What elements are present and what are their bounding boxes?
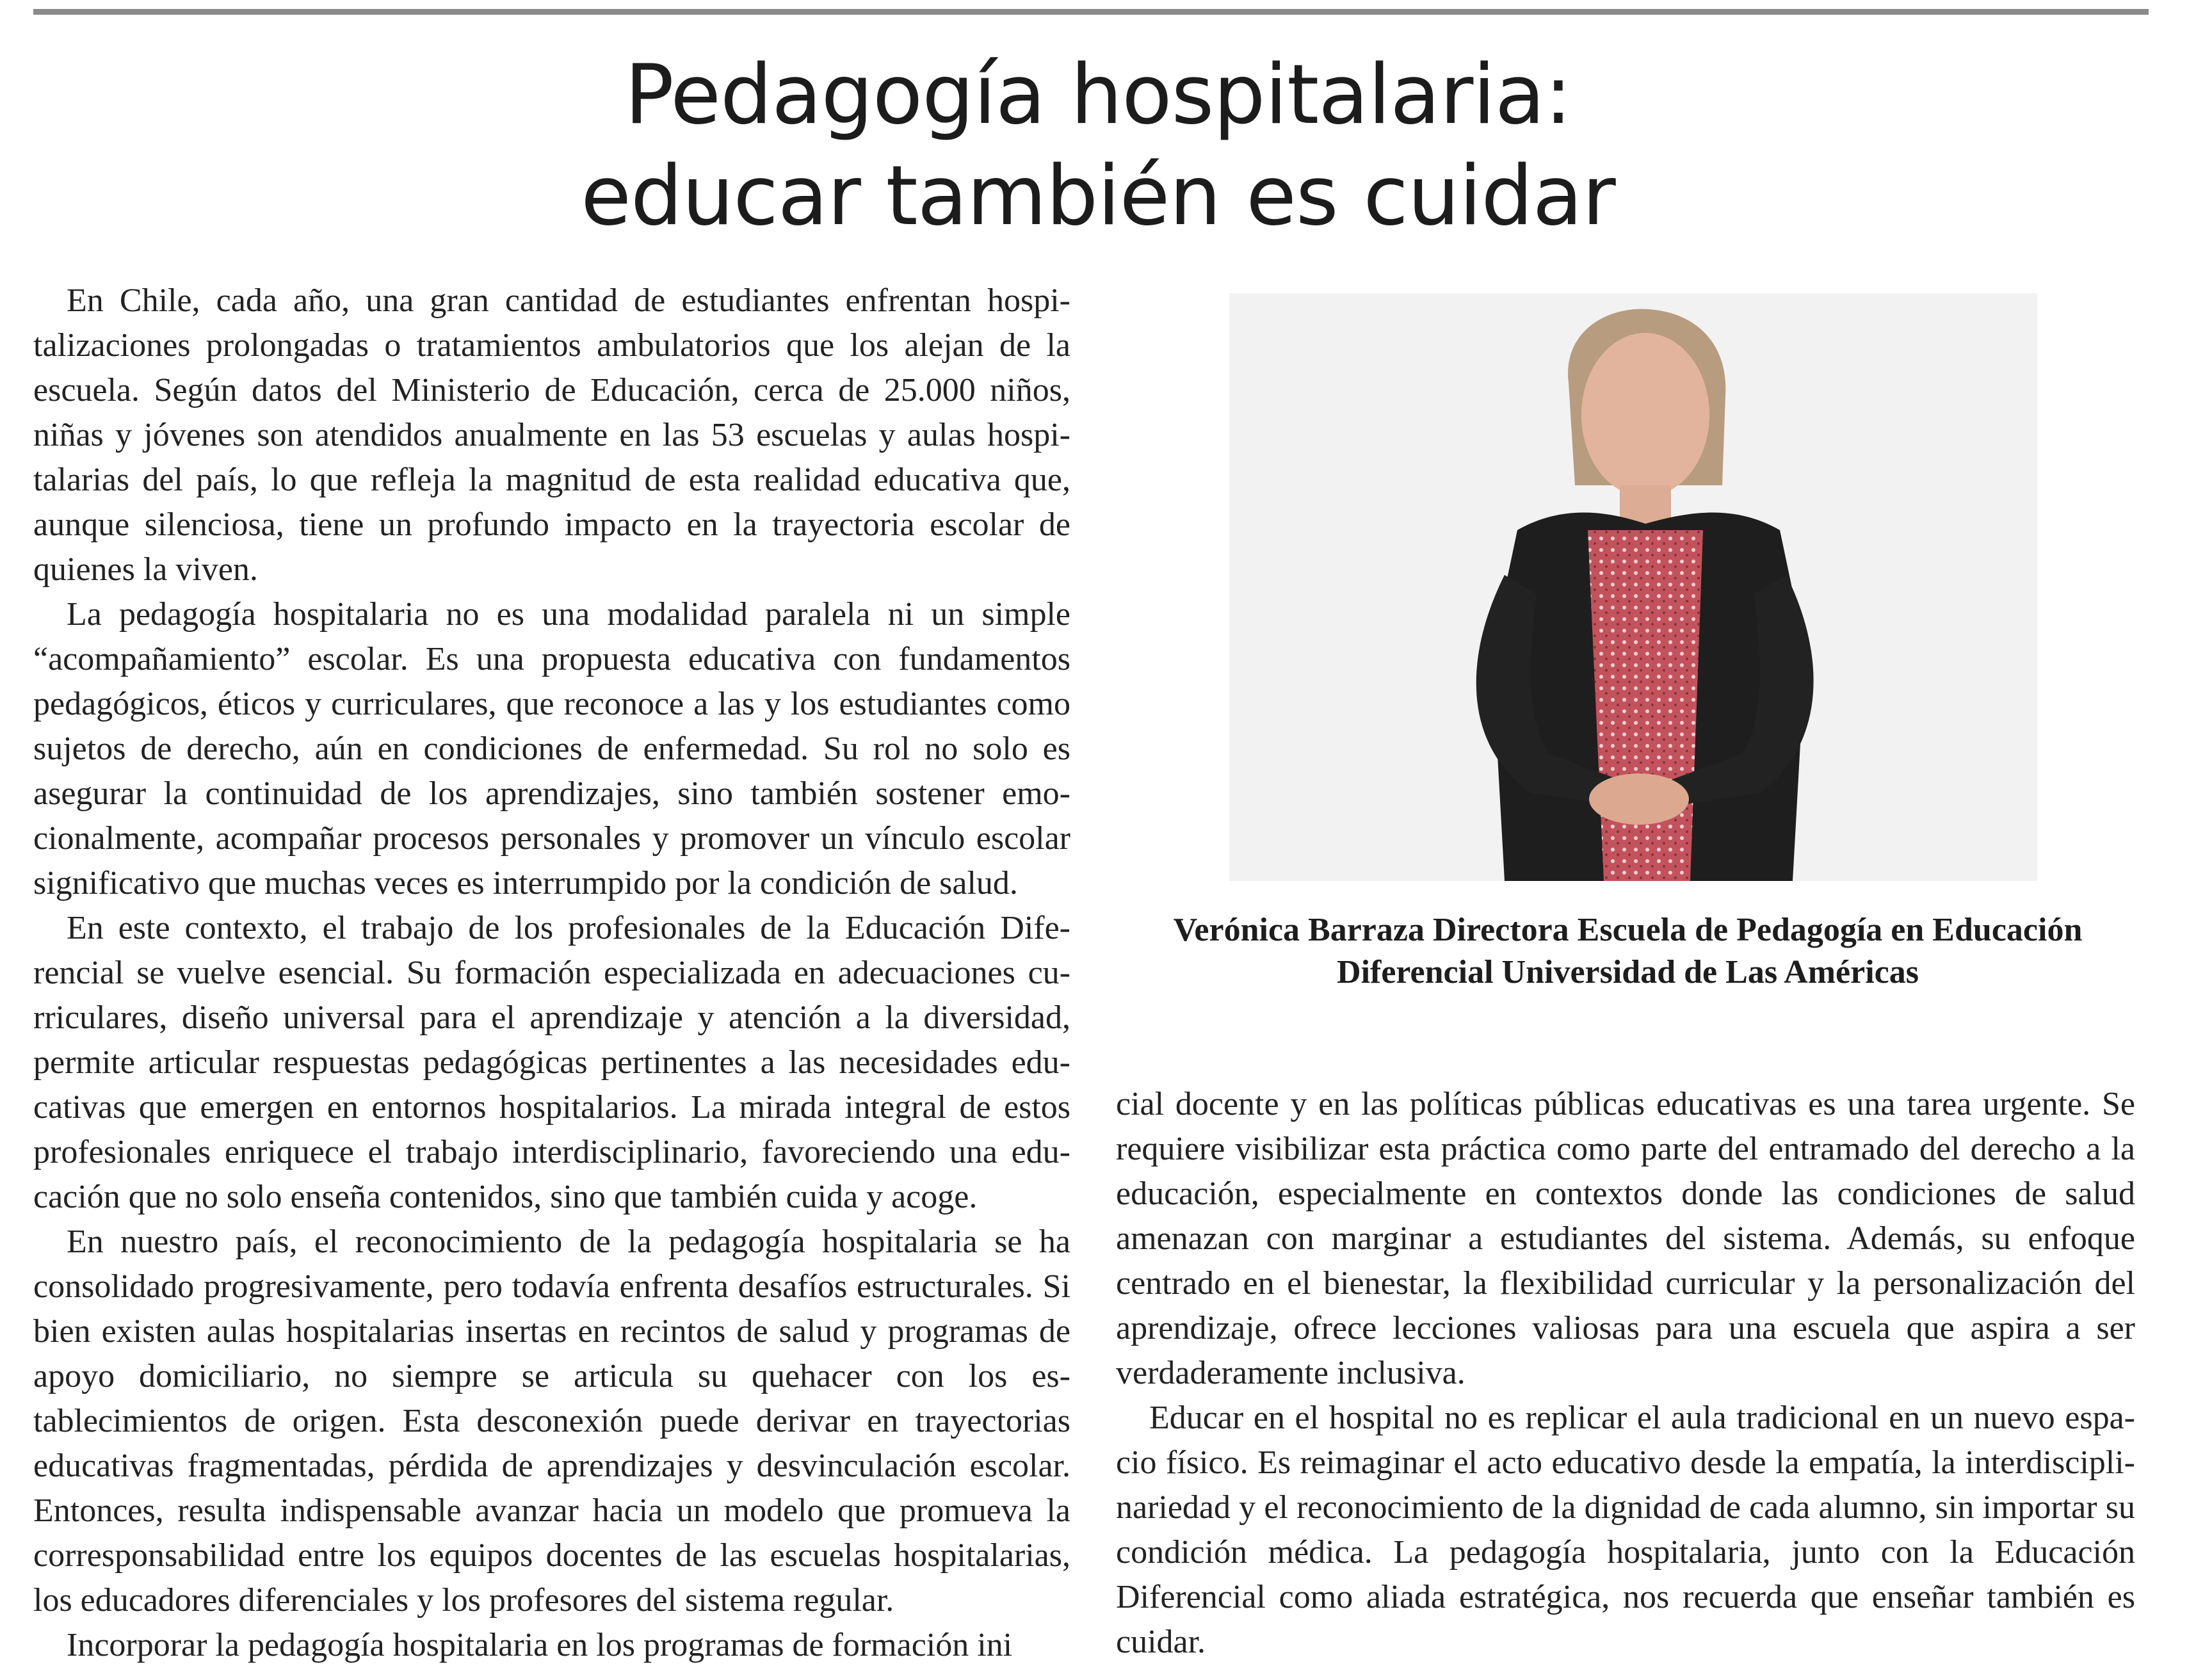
paragraph-2: La pedagogía hospitalaria no es una modalidad paralela ni un simple “acompañamiento” escolar. Es una propuesta educativa con fundamentos pedagógicos, éticos y curriculares, que reconoce a las y los estudiantes como sujetos de derecho, aún en condiciones de enfermedad. Su rol no solo es asegurar la continuidad de los aprendizajes, sino también sostener emocionalmente, acompañar procesos personales y promover un vínculo escolar significativo que muchas veces es interrumpido por la condición de salud. xyxy=(33,596,1070,901)
paragraph-4: En nuestro país, el reconocimiento de la pedagogía hospitalaria se ha consolidado progresivamente, pero todavía enfrenta desafíos estructurales. Si bien existen aulas hospitalarias insertas en recintos de salud y programas de apoyo domiciliario, no siempre se articula su quehacer con los establecimientos de origen. Esta desconexión puede derivar en trayectorias educativas fragmentadas, pérdida de aprendizajes y desvinculación escolar. Entonces, resulta indispensable avanzar hacia un modelo que promueva la corresponsabilidad entre los equipos docentes de las escuelas hospitalarias, los educadores diferenciales y los profesores del sistema regular. xyxy=(33,1224,1070,1619)
paragraph-5: Incorporar la pedagogía hospitalaria en los programas de formación ini xyxy=(67,1627,1013,1663)
article-title xyxy=(0,45,2196,247)
left-column xyxy=(33,279,1070,1668)
title-line-1: Pedagogía hospitalaria: xyxy=(624,47,1572,143)
paragraph-1: En Chile, cada año, una gran cantidad de estudiantes enfrentan hospitalizaciones prolongadas o tratamientos ambulatorios que los alejan de la escuela. Según datos del Ministerio de Educación, cerca de 25.000 niños, niñas y jóvenes son atendidos anualmente en las 53 escuelas y aulas hospitalarias del país, lo que refleja la magnitud de esta realidad educativa que, aunque silenciosa, tiene un profundo impacto en la trayectoria escolar de quienes la viven. xyxy=(33,282,1070,588)
caption-line-2: Diferencial Universidad de Las Américas xyxy=(1337,954,1919,990)
paragraph-6: Educar en el hospital no es replicar el aula tradicional en un nuevo espacio físico. Es reimaginar el acto educativo desde la empatía, la interdisciplinariedad y el reconocimiento de la dignidad de cada alumno, sin importar su condición médica. La pedagogía hospitalaria, junto con la Educación Diferencial como aliada estratégica, nos recuerda que enseñar también es cuidar. xyxy=(1116,1400,2135,1660)
caption-line-1: Verónica Barraza Directora Escuela de Pedagogía en Educación xyxy=(1173,912,2083,948)
right-column xyxy=(1116,1082,2135,1665)
paragraph-5-continued: cial docente y en las políticas públicas educativas es una tarea urgente. Se requiere visibilizar esta práctica como parte del entramado del derecho a la educación, especialmente en contextos donde las condiciones de salud amenazan con marginar a estudiantes del sistema. Además, su enfoque centrado en el bienestar, la flexibilidad curricular y la personalización del aprendizaje, ofrece lecciones valiosas para una escuela que aspira a ser verdaderamente inclusiva. xyxy=(1116,1086,2135,1391)
paragraph-3: En este contexto, el trabajo de los profesionales de la Educación Diferencial se vuelve esencial. Su formación especializada en adecuaciones curriculares, diseño universal para el aprendizaje y atención a la diversidad, permite articular respuestas pedagógicas pertinentes a las necesidades educativas que emergen en entornos hospitalarios. La mirada integral de estos profesionales enriquece el trabajo interdisciplinario, favoreciendo una educación que no solo enseña contenidos, sino que también cuida y acoge. xyxy=(33,910,1070,1215)
photo-caption xyxy=(1152,909,2103,994)
title-line-2: educar también es cuidar xyxy=(581,149,1615,244)
top-rule xyxy=(33,9,2149,15)
portrait-photo xyxy=(1229,293,2037,881)
